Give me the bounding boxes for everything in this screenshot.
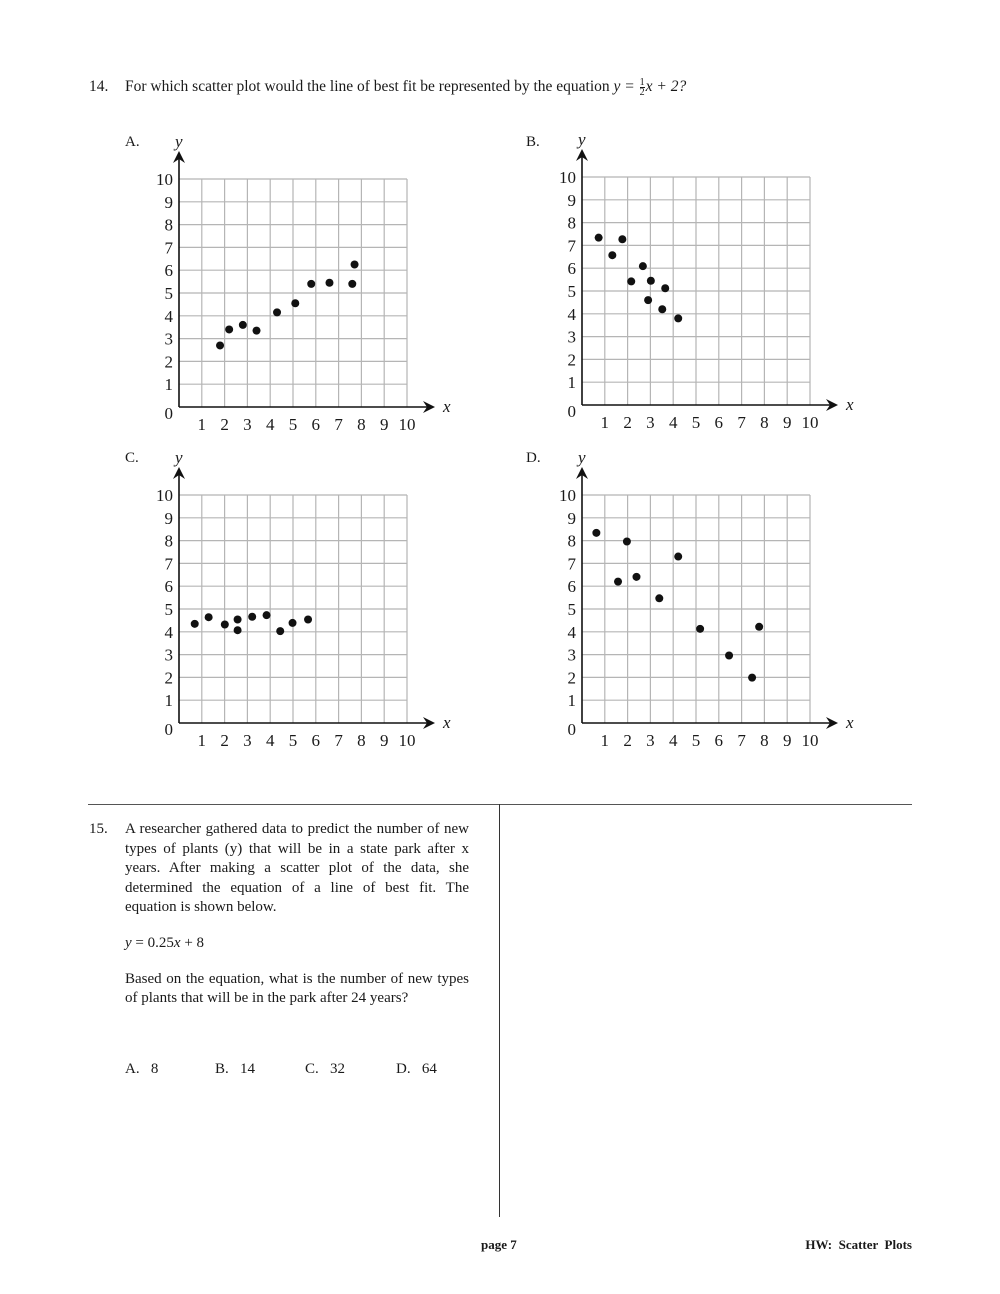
y-axis-label: y xyxy=(578,130,586,149)
choice-value: 32 xyxy=(330,1061,346,1077)
x-tick-label: 3 xyxy=(243,731,252,750)
data-point xyxy=(253,327,261,335)
x-tick-label: 9 xyxy=(379,415,389,434)
y-axis-label: y xyxy=(175,448,183,467)
choice-letter: D. xyxy=(396,1061,411,1077)
data-point xyxy=(248,613,256,621)
y-tick-label: 10 xyxy=(559,486,576,505)
fraction-numerator: 1 xyxy=(639,77,645,88)
y-tick-label: 7 xyxy=(164,554,173,574)
x-tick-label: 9 xyxy=(782,413,792,432)
data-point xyxy=(595,234,603,242)
question-15 xyxy=(89,820,469,1009)
x-tick-label: 9 xyxy=(782,731,792,750)
x-tick-label: 4 xyxy=(265,415,275,434)
data-point xyxy=(755,623,763,631)
y-tick-label: 5 xyxy=(164,284,173,303)
y-tick-label: 8 xyxy=(567,531,576,551)
y-tick-label: 3 xyxy=(164,329,173,349)
y-tick-label: 6 xyxy=(164,261,173,281)
x-tick-label: 1 xyxy=(197,731,207,750)
scatter-plot-a xyxy=(139,132,459,437)
choice-a[interactable] xyxy=(125,1061,158,1078)
y-tick-label: 8 xyxy=(164,215,173,235)
data-point xyxy=(273,308,281,316)
x-tick-label: 4 xyxy=(668,731,678,750)
eq-mid: = 0.25 xyxy=(131,934,174,951)
choice-c[interactable] xyxy=(305,1061,345,1078)
data-point xyxy=(225,325,233,333)
y-tick-label: 7 xyxy=(567,236,576,256)
question-14 xyxy=(89,78,686,97)
scatter-plot-d xyxy=(542,448,862,753)
y-tick-label: 9 xyxy=(164,508,173,528)
data-point xyxy=(674,314,682,322)
y-tick-label: 7 xyxy=(164,238,173,258)
data-point xyxy=(221,621,229,629)
eq-y: y xyxy=(125,934,132,951)
y-tick-label: 8 xyxy=(164,531,173,551)
y-tick-label: 4 xyxy=(164,306,173,326)
y-tick-label: 6 xyxy=(567,259,576,279)
choice-letter: B. xyxy=(215,1061,229,1077)
data-point xyxy=(614,578,622,586)
y-tick-label: 5 xyxy=(567,600,576,619)
x-tick-label: 6 xyxy=(714,413,724,432)
x-tick-label: 2 xyxy=(623,731,632,750)
y-tick-label: 0 xyxy=(567,402,576,421)
x-tick-label: 8 xyxy=(760,413,769,432)
question-number: 14. xyxy=(89,78,109,96)
x-axis-label: x xyxy=(846,713,854,732)
y-tick-label: 0 xyxy=(567,720,576,739)
x-tick-label: 9 xyxy=(379,731,389,750)
x-tick-label: 7 xyxy=(737,413,746,432)
data-point xyxy=(234,615,242,623)
column-divider xyxy=(499,804,500,1217)
data-point xyxy=(623,538,631,546)
x-tick-label: 7 xyxy=(334,731,343,750)
equation-lhs: y = xyxy=(613,78,635,96)
data-point xyxy=(618,235,626,243)
y-tick-label: 0 xyxy=(164,404,173,423)
data-point xyxy=(748,674,756,682)
y-tick-label: 2 xyxy=(567,668,576,688)
y-tick-label: 9 xyxy=(567,190,576,210)
y-tick-label: 1 xyxy=(164,375,173,395)
data-point xyxy=(191,620,199,628)
data-point xyxy=(725,652,733,660)
data-point xyxy=(627,277,635,285)
data-point xyxy=(205,613,213,621)
data-point xyxy=(592,529,600,537)
x-tick-label: 6 xyxy=(311,731,321,750)
data-point xyxy=(304,615,312,623)
y-tick-label: 4 xyxy=(567,304,576,324)
data-point xyxy=(276,627,284,635)
x-tick-label: 10 xyxy=(801,731,819,750)
y-tick-label: 2 xyxy=(164,668,173,688)
x-tick-label: 10 xyxy=(801,413,819,432)
x-tick-label: 2 xyxy=(220,415,229,434)
x-tick-label: 8 xyxy=(760,731,769,750)
x-tick-label: 1 xyxy=(197,415,207,434)
data-point xyxy=(608,251,616,259)
eq-end: + 8 xyxy=(180,934,205,951)
data-point xyxy=(263,611,271,619)
x-tick-label: 8 xyxy=(357,415,366,434)
y-tick-label: 9 xyxy=(164,192,173,212)
fraction-denominator: 2 xyxy=(639,87,645,98)
choice-letter: A. xyxy=(125,1061,140,1077)
x-tick-label: 2 xyxy=(220,731,229,750)
x-tick-label: 5 xyxy=(288,731,298,750)
x-tick-label: 1 xyxy=(600,731,610,750)
x-tick-label: 5 xyxy=(691,731,701,750)
equation-rhs: x + 2? xyxy=(645,78,687,96)
x-axis-label: x xyxy=(846,395,854,414)
choice-value: 8 xyxy=(150,1061,159,1077)
choice-d[interactable] xyxy=(396,1061,437,1078)
x-tick-label: 10 xyxy=(398,731,416,750)
x-tick-label: 3 xyxy=(646,413,655,432)
choice-letter: C. xyxy=(305,1061,319,1077)
question-text: For which scatter plot would the line of best fit be represented by the equation xyxy=(125,78,610,96)
x-tick-label: 5 xyxy=(288,415,298,434)
x-tick-label: 8 xyxy=(357,731,366,750)
y-tick-label: 0 xyxy=(164,720,173,739)
data-point xyxy=(307,280,315,288)
x-tick-label: 4 xyxy=(668,413,678,432)
y-tick-label: 4 xyxy=(567,622,576,642)
x-axis-label: x xyxy=(443,713,451,732)
data-point xyxy=(644,296,652,304)
y-tick-label: 10 xyxy=(559,168,576,187)
eq-x: x xyxy=(173,934,181,951)
y-tick-label: 3 xyxy=(164,645,173,665)
data-point xyxy=(655,594,663,602)
data-point xyxy=(351,261,359,269)
page-number: page 7 xyxy=(481,1237,517,1252)
data-point xyxy=(239,321,247,329)
question-number: 15. xyxy=(89,821,108,837)
worksheet-title: HW: Scatter Plots xyxy=(805,1237,912,1252)
y-tick-label: 2 xyxy=(567,350,576,370)
option-c-label: C. xyxy=(125,450,139,466)
x-tick-label: 5 xyxy=(691,413,701,432)
data-point xyxy=(661,284,669,292)
x-tick-label: 10 xyxy=(398,415,416,434)
section-divider xyxy=(88,804,912,805)
x-tick-label: 7 xyxy=(737,731,746,750)
data-point xyxy=(291,299,299,307)
option-b-label: B. xyxy=(526,134,540,150)
y-tick-label: 10 xyxy=(156,170,173,189)
x-axis-label: x xyxy=(443,397,451,416)
option-a-label: A. xyxy=(125,134,140,150)
scatter-plot-c xyxy=(139,448,459,753)
y-tick-label: 2 xyxy=(164,352,173,372)
choice-b[interactable] xyxy=(215,1061,255,1078)
y-axis-label: y xyxy=(578,448,586,467)
y-tick-label: 10 xyxy=(156,486,173,505)
y-tick-label: 5 xyxy=(567,282,576,301)
choice-value: 64 xyxy=(421,1061,437,1077)
data-point xyxy=(658,305,666,313)
x-tick-label: 3 xyxy=(646,731,655,750)
x-tick-label: 3 xyxy=(243,415,252,434)
x-tick-label: 6 xyxy=(714,731,724,750)
y-tick-label: 8 xyxy=(567,213,576,233)
y-tick-label: 6 xyxy=(567,577,576,597)
x-tick-label: 1 xyxy=(600,413,610,432)
x-tick-label: 2 xyxy=(623,413,632,432)
option-d-label: D. xyxy=(526,450,541,466)
choice-value: 14 xyxy=(240,1061,256,1077)
y-tick-label: 1 xyxy=(567,691,576,711)
y-axis-label: y xyxy=(175,132,183,151)
question-prompt: Based on the equation, what is the number of new types of plants that will be in the park after 24 years? xyxy=(125,970,469,1007)
data-point xyxy=(216,341,224,349)
data-point xyxy=(234,626,242,634)
scatter-plot-b xyxy=(542,130,862,435)
data-point xyxy=(632,573,640,581)
x-tick-label: 4 xyxy=(265,731,275,750)
y-tick-label: 4 xyxy=(164,622,173,642)
data-point xyxy=(647,277,655,285)
y-tick-label: 1 xyxy=(567,373,576,393)
y-tick-label: 5 xyxy=(164,600,173,619)
equation xyxy=(125,934,469,954)
fraction-one-half xyxy=(640,78,645,97)
x-tick-label: 6 xyxy=(311,415,321,434)
data-point xyxy=(325,279,333,287)
y-tick-label: 3 xyxy=(567,327,576,347)
y-tick-label: 7 xyxy=(567,554,576,574)
data-point xyxy=(639,262,647,270)
y-tick-label: 6 xyxy=(164,577,173,597)
question-text: A researcher gathered data to predict the number of new types of plants (y) that will be in a state park after x years. After making a scatter plot of the data, she determined the equation of a line of best fit. The equation is shown below. xyxy=(125,821,469,916)
x-tick-label: 7 xyxy=(334,415,343,434)
data-point xyxy=(289,619,297,627)
y-tick-label: 1 xyxy=(164,691,173,711)
data-point xyxy=(674,553,682,561)
y-tick-label: 3 xyxy=(567,645,576,665)
data-point xyxy=(696,625,704,633)
data-point xyxy=(348,280,356,288)
y-tick-label: 9 xyxy=(567,508,576,528)
